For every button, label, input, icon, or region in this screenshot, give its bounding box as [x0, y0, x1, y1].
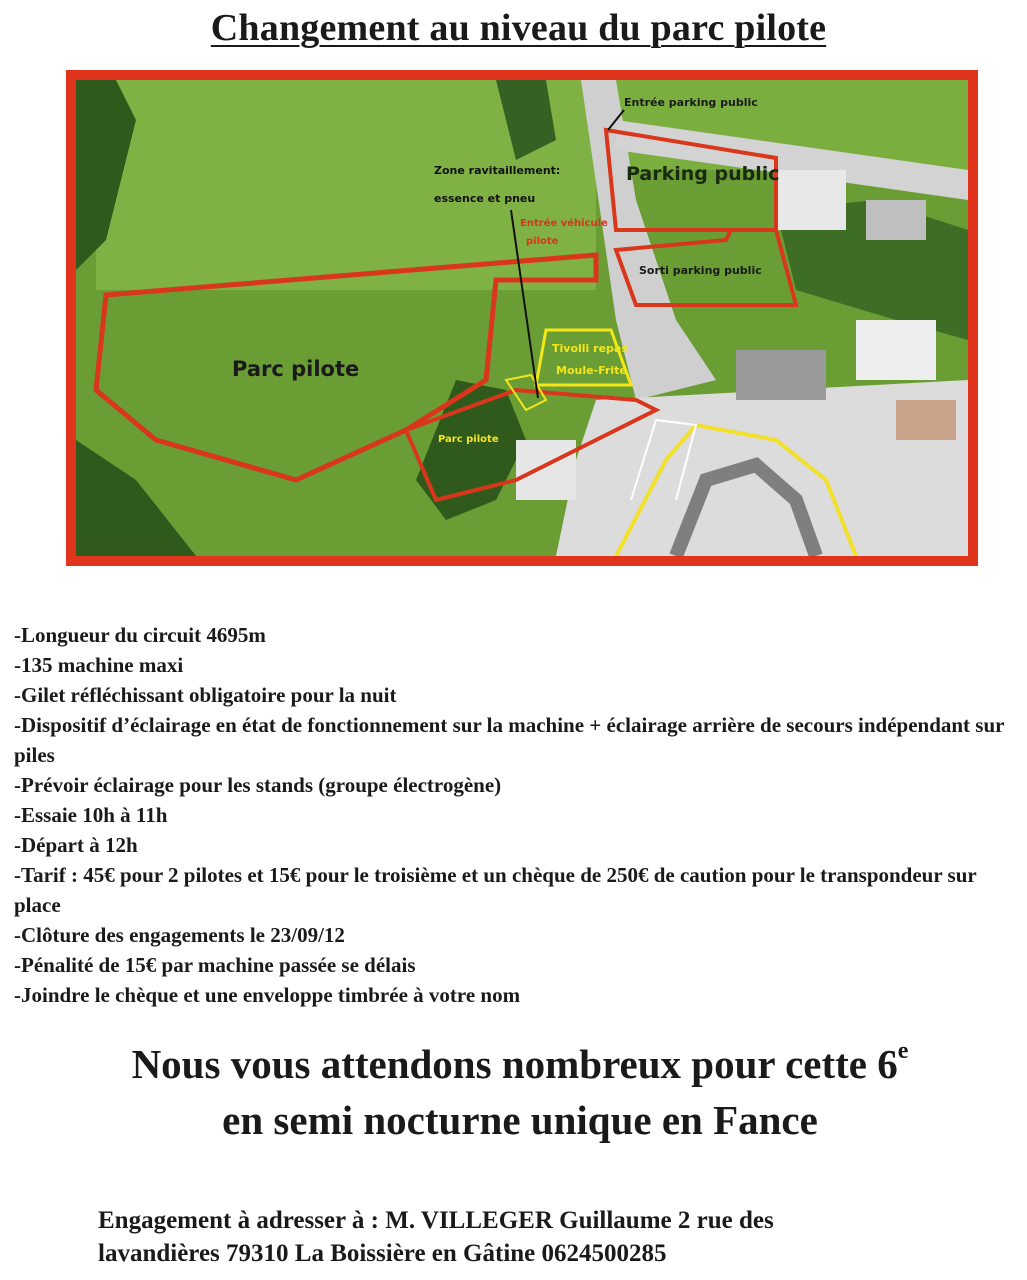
label-sorti-parking: Sorti parking public — [639, 264, 762, 277]
map-building-6 — [896, 400, 956, 440]
closing-line-1-text: Nous vous attendons nombreux pour cette 6 — [131, 1041, 898, 1087]
info-item: -Longueur du circuit 4695m — [14, 623, 266, 647]
info-item: -Essaie 10h à 11h — [14, 803, 168, 827]
info-list — [14, 620, 1024, 1010]
info-item: -Pénalité de 15€ par machine passée se délais — [14, 953, 416, 977]
label-entree-vehicule-line1: Entrée véhicule — [520, 218, 608, 229]
map-building-1 — [776, 170, 846, 230]
label-parc-pilote-small: Parc pilote — [438, 434, 499, 445]
address-line-2: lavandières 79310 La Boissière en Gâtine 0624500285 — [98, 1240, 667, 1267]
label-tivolli-line1: Tivolli repas — [552, 342, 628, 355]
label-zone-ravit-line2: essence et pneu — [434, 192, 536, 205]
map-building-4 — [856, 320, 936, 380]
info-item: -Départ à 12h — [14, 833, 138, 857]
address-line-1: Engagement à adresser à : M. VILLEGER Guillaume 2 rue des — [98, 1207, 774, 1234]
label-parking-public: Parking public — [626, 163, 780, 185]
info-item: -Gilet réfléchissant obligatoire pour la nuit — [14, 683, 397, 707]
info-item: -Dispositif d’éclairage en état de fonctionnement sur la machine + éclairage arrière de secours indépendant sur piles — [14, 713, 1005, 767]
map-building-2 — [866, 200, 926, 240]
closing-line-1 — [0, 1036, 1027, 1092]
aerial-map — [66, 70, 978, 566]
info-item: -Tarif : 45€ pour 2 pilotes et 15€ pour le troisième et un chèque de 250€ de caution pour le transpondeur sur place — [14, 863, 977, 917]
label-zone-ravit-line1: Zone ravitaillement: — [434, 164, 561, 177]
info-item: -135 machine maxi — [14, 653, 184, 677]
info-item: -Joindre le chèque et une enveloppe timbrée à votre nom — [14, 983, 521, 1007]
label-entree-parking: Entrée parking public — [624, 96, 758, 109]
label-parc-pilote-main: Parc pilote — [232, 357, 360, 381]
closing-line-1-sup: e — [897, 1038, 909, 1064]
closing-line-2: en semi nocturne unique en Fance — [222, 1097, 818, 1143]
info-item: -Prévoir éclairage pour les stands (groupe électrogène) — [14, 773, 502, 797]
closing-message — [0, 1036, 1027, 1148]
engagement-address — [98, 1204, 998, 1270]
aerial-map-drawing — [76, 80, 968, 556]
info-item: -Clôture des engagements le 23/09/12 — [14, 923, 345, 947]
map-building-5 — [516, 440, 576, 500]
label-tivolli-line2: Moule-Frite — [556, 364, 627, 377]
map-building-3 — [736, 350, 826, 400]
label-entree-vehicule-line2: pilote — [526, 236, 559, 247]
page-title: Changement au niveau du parc pilote — [210, 7, 827, 49]
